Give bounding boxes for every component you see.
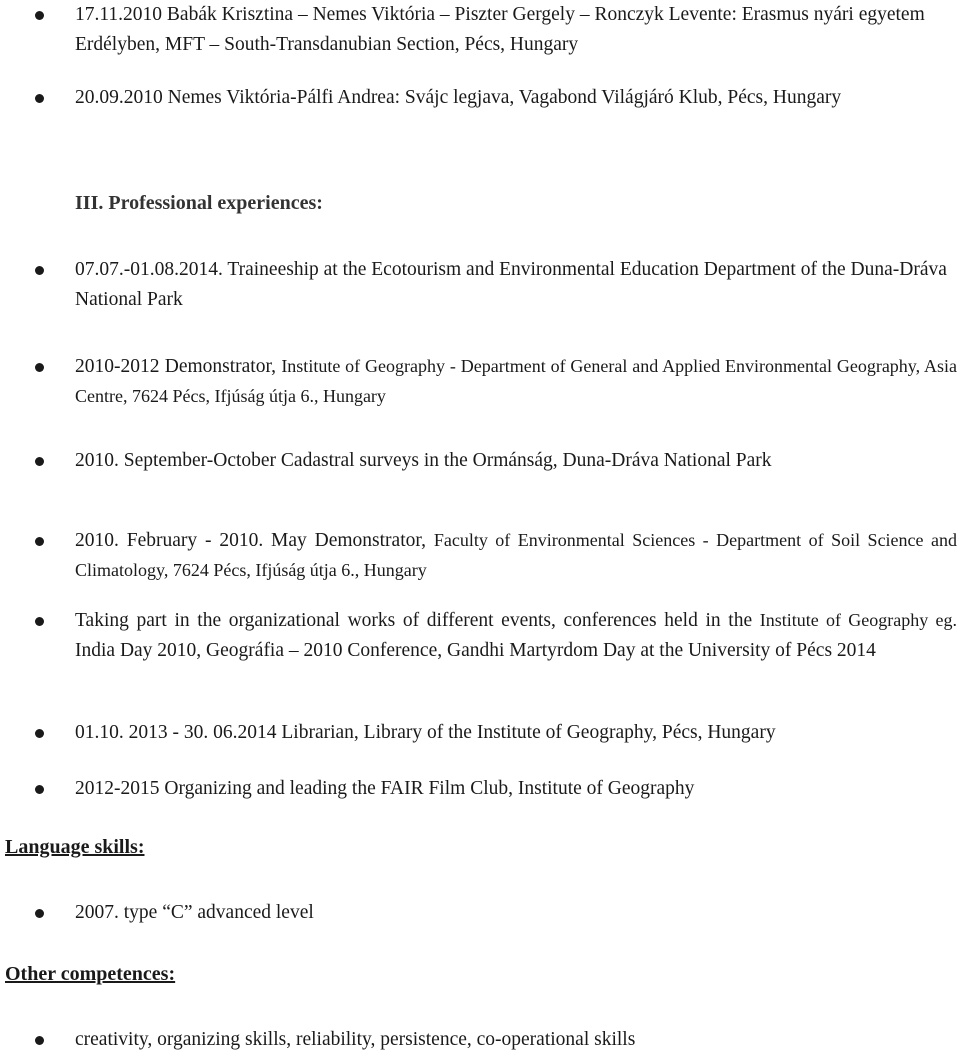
bullet-icon xyxy=(35,11,44,20)
list-item-text: 20.09.2010 Nemes Viktória-Pálfi Andrea: Svájc legjava, Vagabond Világjáró Klub, Pécs, Hungary xyxy=(75,87,842,108)
list-item-text: 01.10. 2013 - 30. 06.2014 Librarian, Library of the Institute of Geography, Pécs, Hungary xyxy=(75,722,776,743)
section-heading-language: Language skills: xyxy=(5,836,145,858)
list-item-text xyxy=(75,526,957,585)
list-item-text: creativity, organizing skills, reliability, persistence, co-operational skills xyxy=(75,1029,636,1050)
item-tail: India Day 2010, Geográfia – 2010 Conference, Gandhi Martyrdom Day at the University of Pécs 2014 xyxy=(75,639,876,661)
item-detail: Institute of Geography eg. xyxy=(759,610,958,630)
item-lead: 2010. February - 2010. May Demonstrator, xyxy=(75,530,426,551)
list-item-text xyxy=(75,352,957,411)
bullet-icon xyxy=(35,266,44,275)
bullet-icon xyxy=(35,617,44,626)
bullet-icon xyxy=(35,785,44,794)
bullet-icon xyxy=(35,1036,44,1045)
item-detail: Faculty of Environmental Sciences - Department of Soil Science and Climatology, 7624 Pécs, Ifjúság útja 6., Hungary xyxy=(75,530,957,580)
item-lead: Taking part in the organizational works of different events, conferences held in the xyxy=(75,610,753,631)
list-item-text: 2012-2015 Organizing and leading the FAIR Film Club, Institute of Geography xyxy=(75,778,695,799)
bullet-icon xyxy=(35,94,44,103)
list-item-text: 07.07.-01.08.2014. Traineeship at the Ecotourism and Environmental Education Department of the Duna-Dráva National Park xyxy=(75,259,947,310)
bullet-icon xyxy=(35,729,44,738)
list-item-text: 17.11.2010 Babák Krisztina – Nemes Viktória – Piszter Gergely – Ronczyk Levente: Erasmus nyári egyetem Erdélyben, MFT – South-Transdanubian Section, Pécs, Hungary xyxy=(75,4,925,55)
bullet-icon xyxy=(35,537,44,546)
bullet-icon xyxy=(35,457,44,466)
list-item-text: 2010. September-October Cadastral surveys in the Ormánság, Duna-Dráva National Park xyxy=(75,450,772,471)
item-detail: Institute of Geography - Department of General and Applied Environmental Geography, Asia Centre, 7624 Pécs, Ifjúság útja 6., Hungary xyxy=(75,356,958,406)
list-item-text xyxy=(75,606,957,665)
bullet-icon xyxy=(35,363,44,372)
bullet-icon xyxy=(35,909,44,918)
list-item-text: 2007. type “C” advanced level xyxy=(75,902,314,923)
section-heading-other: Other competences: xyxy=(5,963,176,985)
section-heading-professional: III. Professional experiences: xyxy=(75,192,323,214)
item-lead: 2010-2012 Demonstrator, xyxy=(75,356,277,377)
